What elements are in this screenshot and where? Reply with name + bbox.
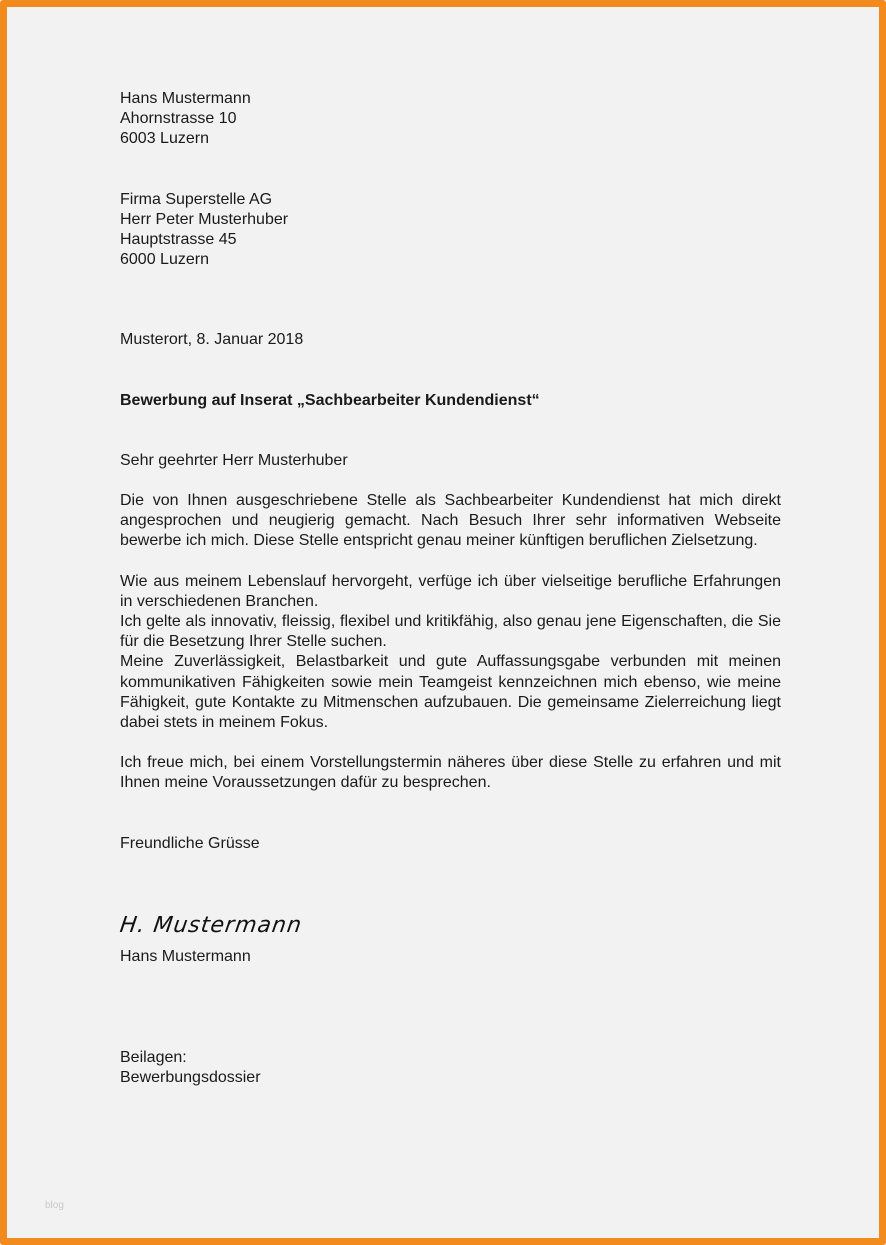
sender-street: Ahornstrasse 10	[120, 110, 237, 128]
recipient-street: Hauptstrasse 45	[120, 231, 237, 249]
sender-address	[120, 89, 781, 150]
signed-name: Hans Mustermann	[120, 948, 251, 965]
paragraph-strengths: Meine Zuverlässigkeit, Belastbarkeit und gute Auffassungsgabe verbunden mit meinen kommunikativen Fähigkeiten sowie mein Teamgeist kennzeichnen mich ebenso, wie meine Fähigkeit, gute Kontakte zu Mitmenschen aufzubauen. Die gemeinsame Zielerreichung liegt dabei stets in meinem Fokus.	[120, 653, 781, 732]
letter-subject: Bewerbung auf Inserat „Sachbearbeiter Kundendienst“	[120, 391, 540, 409]
letter-body	[120, 89, 781, 894]
paragraph-qualities: Ich gelte als innovativ, fleissig, flexibel und kritikfähig, also genau jene Eigenschaften, die Sie für die Besetzung Ihrer Stelle suchen.	[120, 613, 781, 651]
handwritten-signature: H. Mustermann	[118, 913, 304, 938]
sender-city: 6003 Luzern	[120, 130, 209, 148]
attachments-item: Bewerbungsdossier	[120, 1069, 261, 1087]
letter-date: Musterort, 8. Januar 2018	[120, 331, 304, 349]
watermark-text: blog	[45, 1200, 64, 1211]
sender-name: Hans Mustermann	[120, 90, 251, 107]
salutation: Sehr geehrter Herr Musterhuber	[120, 451, 348, 469]
recipient-city: 6000 Luzern	[120, 251, 209, 269]
paragraph-intro: Die von Ihnen ausgeschriebene Stelle als Sachbearbeiter Kundendienst hat mich direkt angesprochen und neugierig gemacht. Nach Besuch Ihrer sehr informativen Webseite bewerbe ich mich. Diese Stelle entspricht genau meiner künftigen beruflichen Zielsetzung.	[120, 492, 781, 550]
closing-greeting: Freundliche Grüsse	[120, 834, 260, 852]
paragraph-closing-remark: Ich freue mich, bei einem Vorstellungstermin näheres über diese Stelle zu erfahren und mit Ihnen meine Voraussetzungen dafür zu besprechen.	[120, 754, 781, 792]
paragraph-experience: Wie aus meinem Lebenslauf hervorgeht, verfüge ich über vielseitige berufliche Erfahrungen in verschiedenen Branchen.	[120, 572, 781, 610]
attachments	[120, 1048, 261, 1088]
recipient-company: Firma Superstelle AG	[120, 190, 273, 208]
recipient-person: Herr Peter Musterhuber	[120, 210, 289, 228]
recipient-address	[120, 190, 781, 271]
attachments-label: Beilagen:	[120, 1049, 187, 1066]
